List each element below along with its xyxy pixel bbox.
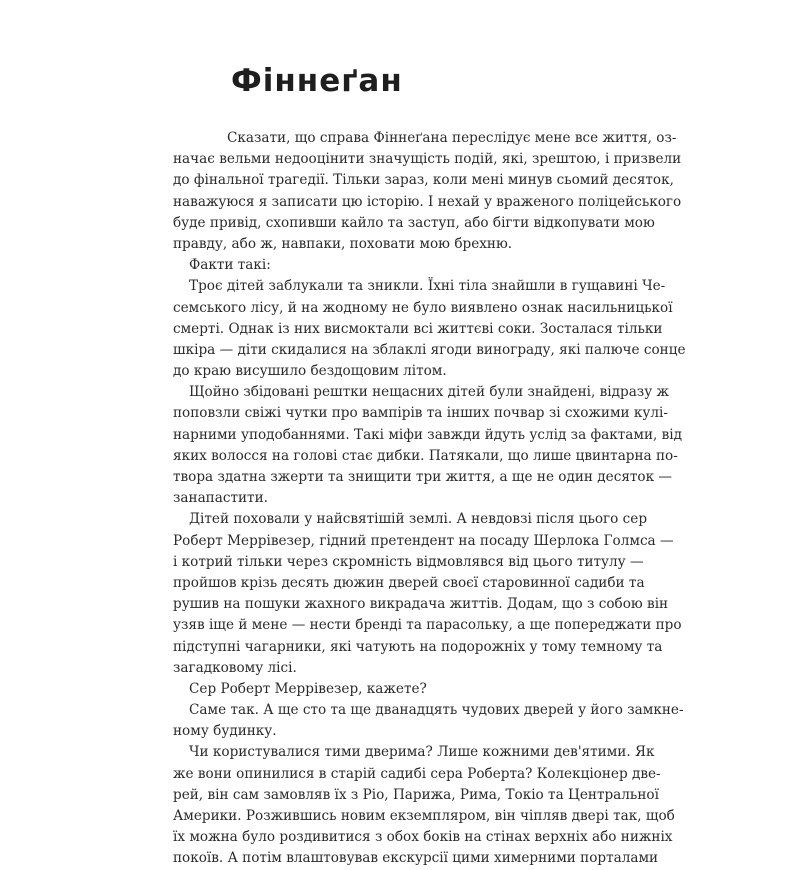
text-line: нарними уподобаннями. Такі міфи завжди йдуть услід за фактами, від <box>173 426 683 443</box>
text-line: Америки. Розжившись новим екземпляром, він чіпляв двері так, щоб <box>173 808 675 824</box>
text-line: рушив на пошуки жахного викрадача життів. Додам, що з собою він <box>173 596 669 613</box>
text-line: смерті. Однак із них висмоктали всі життєві соки. Зосталася тільки <box>173 320 663 337</box>
text-line: їх можна було роздивитися з обох боків на стінах верхніх або нижніх <box>173 829 673 846</box>
text-line: Саме так. А ще сто та ще дванадцять чудових дверей у його замкне- <box>189 702 684 719</box>
text-line: Троє дітей заблукали та зникли. Їхні тіла знайшли в гущавині Че- <box>189 278 666 295</box>
text-line: Дітей поховали у найсвятішій землі. А невдовзі після цього сер <box>189 511 648 528</box>
text-line: підступні чагарники, які чатують на подорожніх у тому темному та <box>173 638 663 655</box>
text-line: Сказати, що справа Фіннеґана переслідує мене все життя, оз- <box>227 130 677 146</box>
text-line: узяв іще й мене — нести бренді та парасольку, а ще попереджати про <box>173 617 682 634</box>
text-line: пройшов крізь десять дюжин дверей своєї старовинної садиби та <box>173 574 645 591</box>
chapter-body-text <box>173 128 686 870</box>
text-line: Чи користувалися тими дверима? Лише кожними дев'ятими. Як <box>189 744 655 761</box>
text-line: яких волосся на голові стає дибки. Патякали, що лише цвинтарна по- <box>173 447 678 464</box>
text-line: і котрий тільки через скромність відмовлявся від цього титулу — <box>173 553 644 570</box>
text-line: Щойно збідовані рештки нещасних дітей були знайдені, відразу ж <box>189 384 670 401</box>
text-line: Роберт Меррівезер, гідний претендент на посаду Шерлока Голмса — <box>173 532 674 549</box>
text-line: загадковому лісі. <box>173 659 297 676</box>
text-line: до фінальної трагедії. Тільки зараз, коли мені минув сьомий десяток, <box>173 172 674 189</box>
text-line: занапастити. <box>173 490 268 507</box>
text-line: рей, він сам замовляв їх з Ріо, Парижа, Рима, Токіо та Центральної <box>173 786 659 803</box>
text-line: покоїв. А потім влаштовував екскурсії цими химерними порталами <box>173 850 659 867</box>
text-line: Сер Роберт Меррівезер, кажете? <box>189 680 427 697</box>
text-line: шкіра — діти скидалися на зблаклі ягоди винограду, які палюче сонце <box>173 341 686 358</box>
text-line: твора здатна зжерти та знищити три життя, а ще не один десяток — <box>173 469 673 485</box>
text-line: ному будинку. <box>173 723 277 740</box>
text-line: наважуюся я записати цю історію. І нехай у враженого поліцейського <box>173 193 682 210</box>
text-line: семського лісу, й на жодному не було виявлено ознак насильницької <box>173 299 673 316</box>
text-line: начає вельми недооцінити значущість подій, які, зрештою, і призвели <box>173 151 682 168</box>
chapter-title: Фіннеґан <box>231 63 403 99</box>
text-line: Факти такі: <box>189 257 271 274</box>
text-line: же вони опинилися в старій садибі сера Роберта? Колекціонер две- <box>173 765 661 782</box>
text-line: поповзли свіжі чутки про вампірів та інших почвар зі схожими кулі- <box>173 405 668 422</box>
text-line: правду, або ж, навпаки, поховати мою брехню. <box>173 235 513 252</box>
text-line: буде привід, схопивши кайло та заступ, або бігти відкопувати мою <box>173 214 655 231</box>
text-line: до краю висушило бездощовим літом. <box>173 363 447 380</box>
